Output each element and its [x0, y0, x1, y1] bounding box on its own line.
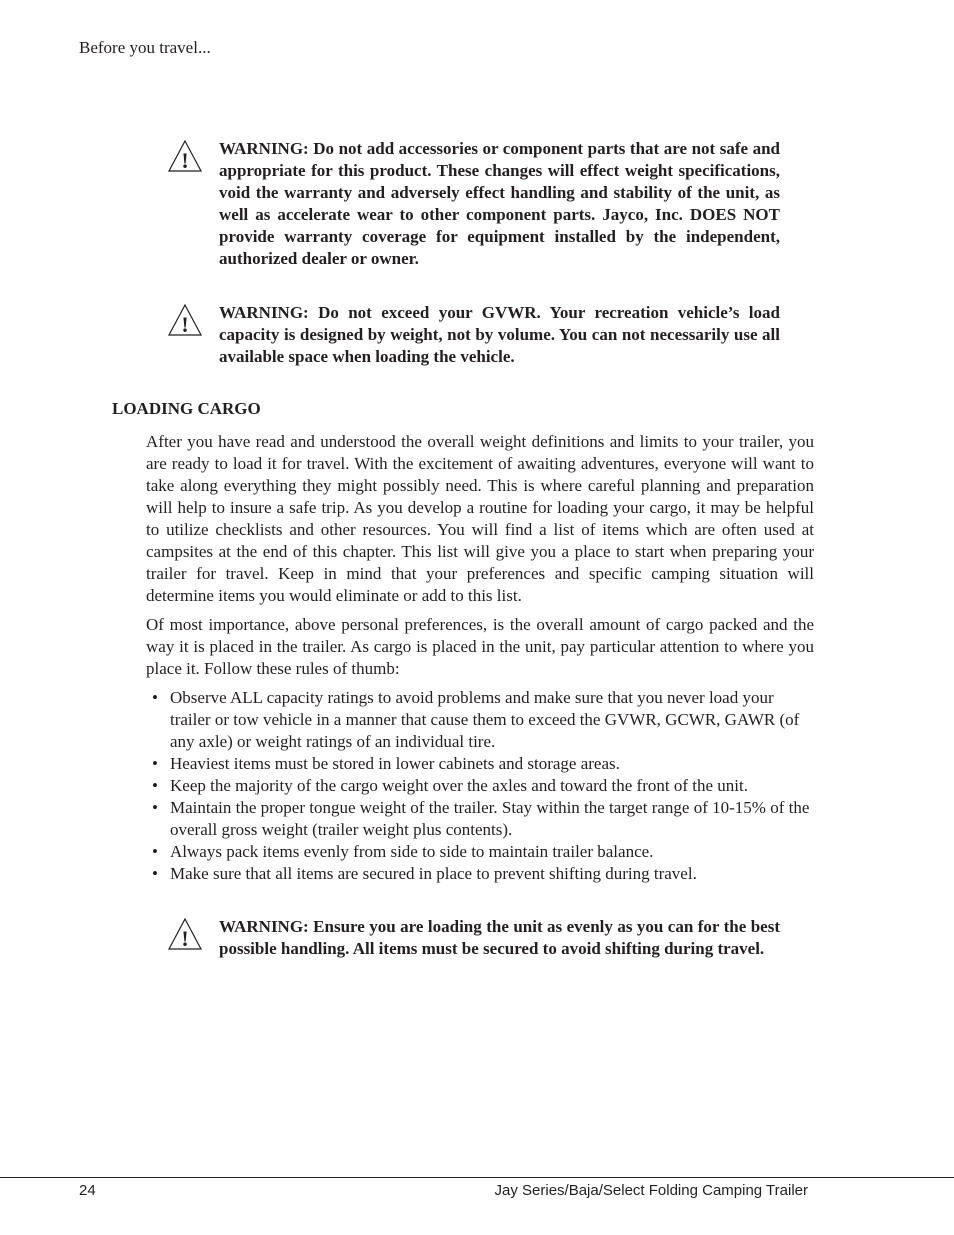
warning-triangle-icon: [168, 918, 202, 950]
body-paragraph: Of most importance, above personal preferences, is the overall amount of cargo packed and the way it is placed in the trailer. As cargo is placed in the unit, pay particular attention to where you place it. Follow these rules of thumb:: [146, 615, 814, 678]
bullet-marker: •: [152, 864, 158, 883]
bullet-marker: •: [152, 798, 158, 817]
list-item: [146, 687, 814, 753]
list-item: [146, 753, 814, 775]
list-item: [146, 841, 814, 863]
list-item: [146, 797, 814, 841]
warning-block: [168, 916, 780, 960]
page-number: 24: [79, 1182, 96, 1199]
svg-text:!: !: [181, 148, 189, 172]
bullet-marker: •: [152, 842, 158, 861]
svg-text:!: !: [181, 312, 189, 336]
warning-text: WARNING: Do not exceed your GVWR. Your recreation vehicle’s load capacity is designed by weight, not by volume. You can not necessarily use all available space when loading the vehicle.: [219, 303, 780, 366]
warning-triangle-icon: [168, 304, 202, 336]
bullet-marker: •: [152, 754, 158, 773]
svg-text:!: !: [181, 926, 189, 950]
warning-block: [168, 138, 780, 270]
list-item-text: Always pack items evenly from side to side to maintain trailer balance.: [170, 842, 654, 861]
section-title: LOADING CARGO: [112, 399, 261, 418]
list-item-text: Keep the majority of the cargo weight over the axles and toward the front of the unit.: [170, 776, 748, 795]
list-item-text: Make sure that all items are secured in place to prevent shifting during travel.: [170, 864, 697, 883]
warning-text: WARNING: Do not add accessories or component parts that are not safe and appropriate for this product. These changes will effect weight specifications, void the warranty and adversely effect handling and stability of the unit, as well as accelerate wear to other component parts. Jayco, Inc. DOES NOT provide warranty coverage for equipment installed by the independent, authorized dealer or owner.: [219, 139, 780, 268]
list-item-text: Heaviest items must be stored in lower cabinets and storage areas.: [170, 754, 620, 773]
bullet-list: [146, 687, 814, 885]
warning-text: WARNING: Ensure you are loading the unit as evenly as you can for the best possible handling. All items must be secured to avoid shifting during travel.: [219, 917, 780, 958]
warning-triangle-icon: [168, 140, 202, 172]
footer-rule: [0, 1177, 954, 1178]
body-paragraph: After you have read and understood the overall weight definitions and limits to your trailer, you are ready to load it for travel. With the excitement of awaiting adventures, everyone will want to take along everything they might possibly need. This is where careful planning and preparation will help to insure a safe trip. As you develop a routine for loading your cargo, it may be helpful to utilize checklists and other resources. You will find a list of items which are often used at campsites at the end of this chapter. This list will give you a place to start when preparing your trailer for travel. Keep in mind that your preferences and specific camping situation will determine items you would eliminate or add to this list.: [146, 432, 814, 605]
list-item: [146, 775, 814, 797]
list-item-text: Maintain the proper tongue weight of the trailer. Stay within the target range of 10-15% of the overall gross weight (trailer weight plus contents).: [170, 798, 810, 839]
bullet-marker: •: [152, 776, 158, 795]
bullet-marker: •: [152, 688, 158, 707]
running-header: Before you travel...: [79, 38, 211, 57]
warning-block: [168, 302, 780, 368]
list-item: [146, 863, 814, 885]
footer-book-title: Jay Series/Baja/Select Folding Camping Trailer: [494, 1182, 808, 1199]
list-item-text: Observe ALL capacity ratings to avoid problems and make sure that you never load your trailer or tow vehicle in a manner that cause them to exceed the GVWR, GCWR, GAWR (of any axle) or weight ratings of an individual tire.: [170, 688, 800, 751]
